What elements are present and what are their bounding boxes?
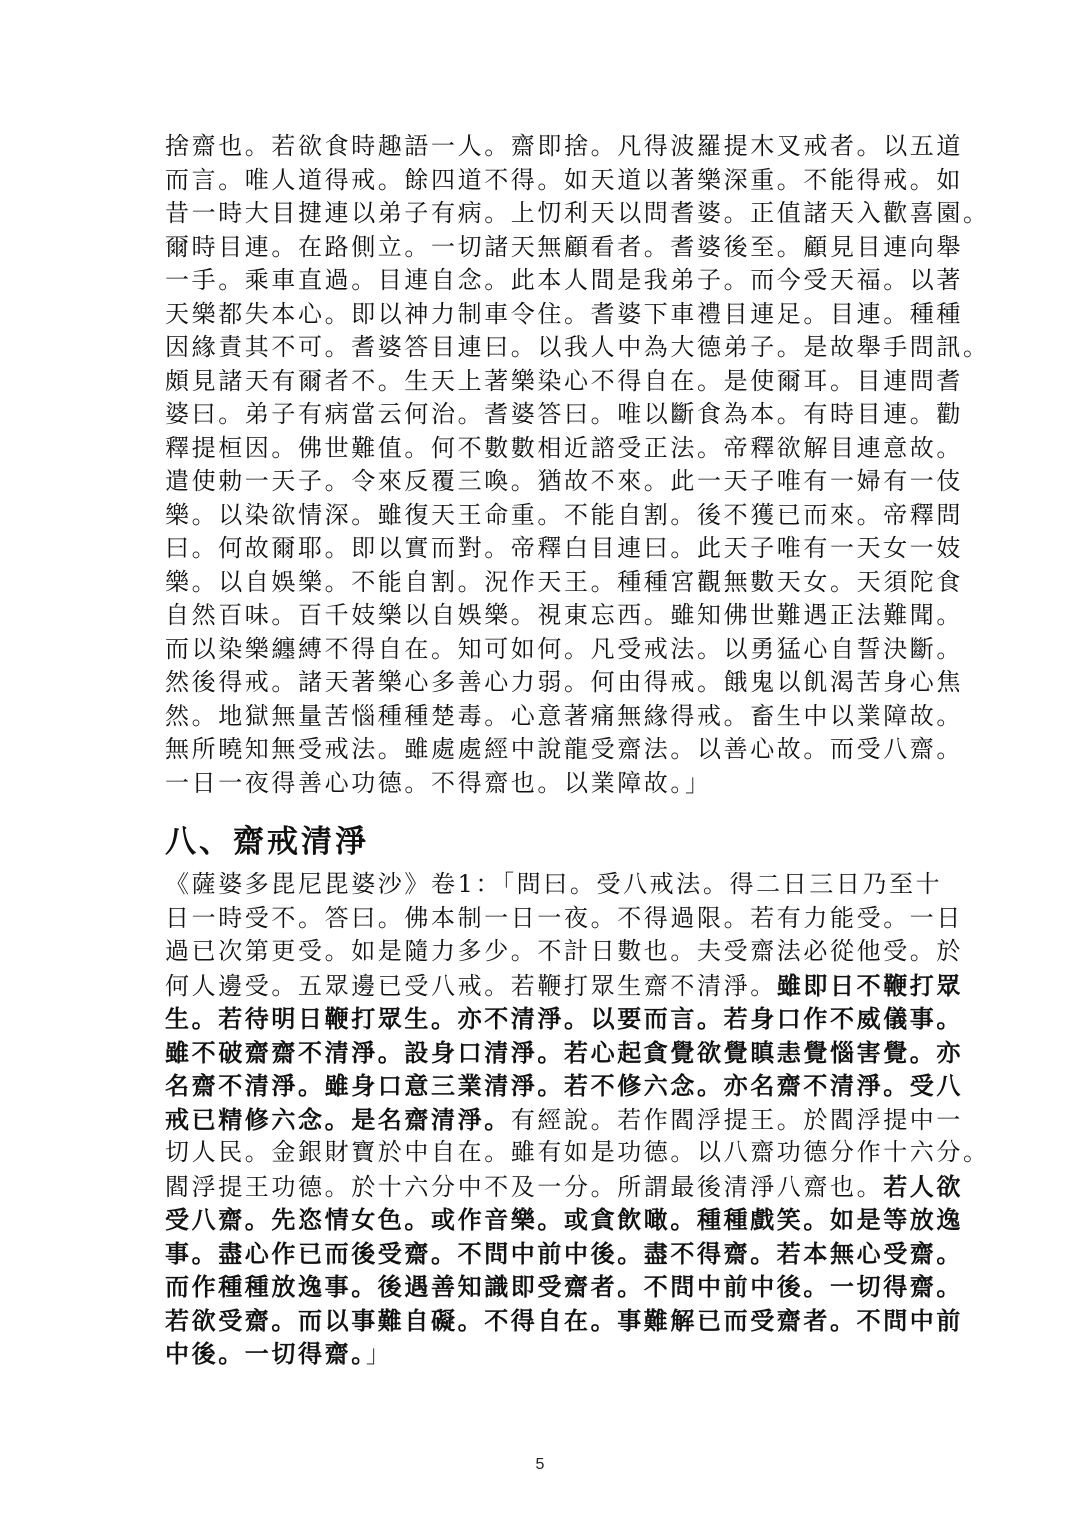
text-line: 無所曉知無受戒法。雖處處經中說龍受齋法。以善心故。而受八齋。 xyxy=(165,735,963,763)
text-line: 一日一夜得善心功德。不得齋也。以業障故。」 xyxy=(165,768,712,797)
text-line xyxy=(165,1203,963,1237)
page-number: 5 xyxy=(535,1456,545,1473)
bold-text-segment: 名齋不清淨。雖身口意三業清淨。若不修六念。亦名齋不清淨。受八 xyxy=(165,1071,963,1100)
text-line: 而以染樂纏縛不得自在。知可如何。凡受戒法。以勇猛心自誓決斷。 xyxy=(165,634,963,663)
text-segment: 過已次第更受。如是隨力多少。不計日數也。夫受齋法必從他受。於 xyxy=(165,937,963,965)
text-line: 捨齋也。若欲食時趣語一人。齋即捨。凡得波羅提木叉戒者。以五道 xyxy=(165,132,963,160)
text-line xyxy=(165,868,943,902)
text-segment: 有經說。若作閻浮提王。於閻浮提中一 xyxy=(510,1105,964,1134)
bold-text-segment: 中後。一切得齋。 xyxy=(165,1339,366,1368)
text-segment: 」 xyxy=(365,1340,393,1368)
text-line xyxy=(165,1136,990,1170)
bold-text-segment: 若人欲 xyxy=(883,1171,964,1201)
text-line xyxy=(165,902,963,936)
text-line: 因緣責其不可。耆婆答目連曰。以我人中為大德弟子。是故舉手問訊。 xyxy=(165,333,990,361)
text-line: 一手。乘車直過。目連自念。此本人間是我弟子。而今受天福。以著 xyxy=(165,266,963,294)
body-paragraph-2 xyxy=(165,868,990,1371)
bold-text-segment: 生。若待明日鞭打眾生。亦不清淨。以要而言。若身口作不威儀事。 xyxy=(165,1004,963,1033)
bold-text-segment: 而作種種放逸事。後遇善知識即受齋者。不問中前中後。一切得齋。 xyxy=(165,1272,963,1301)
text-line: 然。地獄無量苦惱種種楚毒。心意著痛無緣得戒。畜生中以業障故。 xyxy=(165,701,963,730)
text-line xyxy=(165,1270,963,1304)
text-segment: 切人民。金銀財寶於中自在。雖有如是功德。以八齋功德分作十六分。 xyxy=(165,1138,990,1166)
text-line xyxy=(165,1036,963,1070)
text-line: 樂。以自娛樂。不能自割。況作天王。種種宮觀無數天女。天須陀食 xyxy=(165,567,963,596)
body-paragraph-1 xyxy=(165,130,990,800)
bold-text-segment: 事。盡心作已而後受齋。不問中前中後。盡不得齋。若本無心受齋。 xyxy=(165,1238,963,1268)
bold-text-segment: 若欲受齋。而以事難自礙。不得自在。事難解已而受齋者。不問中前 xyxy=(165,1305,963,1335)
text-line: 爾時目連。在路側立。一切諸天無顧看者。耆婆後至。顧見目連向舉 xyxy=(165,232,963,261)
text-line: 遣使勅一天子。令來反覆三喚。猶故不來。此一天子唯有一婦有一伎 xyxy=(165,467,963,495)
text-line xyxy=(165,1103,964,1137)
text-line: 樂。以染欲情深。雖復天王命重。不能自割。後不獲已而來。帝釋問 xyxy=(165,500,963,529)
text-line: 然後得戒。諸天著樂心多善心力弱。何由得戒。餓鬼以飢渴苦身心焦 xyxy=(165,668,963,696)
text-line: 自然百味。百千妓樂以自娛樂。視東忘西。雖知佛世難遇正法難聞。 xyxy=(165,601,963,629)
text-line xyxy=(165,1002,963,1036)
bold-text-segment: 雖即日不鞭打眾 xyxy=(776,970,964,1000)
text-line xyxy=(165,1170,964,1204)
text-line: 天樂都失本心。即以神力制車令住。耆婆下車禮目連足。目連。種種 xyxy=(165,299,963,328)
text-line: 曰。何故爾耶。即以實而對。帝釋白目連曰。此天子唯有一天女一妓 xyxy=(165,534,963,562)
text-line: 頗見諸天有爾者不。生天上著樂染心不得自在。是使爾耳。目連問耆 xyxy=(165,366,963,395)
text-segment: 何人邊受。五眾邊已受八戒。若鞭打眾生齋不清淨。 xyxy=(165,971,777,1000)
text-line: 昔一時大目揵連以弟子有病。上忉利天以問耆婆。正值諸天入歡喜園。 xyxy=(165,199,990,227)
text-line xyxy=(165,1304,963,1338)
text-line: 婆曰。弟子有病當云何治。耆婆答曰。唯以斷食為本。有時目連。勸 xyxy=(165,400,963,428)
text-line xyxy=(165,1237,963,1271)
text-segment: 《薩婆多毘尼毘婆沙》卷1：「問曰。受八戒法。得二日三日乃至十 xyxy=(165,870,943,898)
bold-text-segment: 受八齋。先恣情女色。或作音樂。或貪飲噉。種種戲笑。如是等放逸 xyxy=(165,1205,963,1234)
bold-text-segment: 雖不破齋齋不清淨。設身口清淨。若心起貪覺欲覺瞋恚覺惱害覺。亦 xyxy=(165,1037,963,1067)
text-line xyxy=(165,935,963,969)
text-segment: 閻浮提王功德。於十六分中不及一分。所謂最後清淨八齋也。 xyxy=(165,1172,884,1201)
text-line xyxy=(165,969,964,1003)
bold-text-segment: 戒已精修六念。是名齋清淨。 xyxy=(165,1104,511,1134)
text-line: 釋提桓因。佛世難值。何不數數相近諮受正法。帝釋欲解目連意故。 xyxy=(165,433,963,462)
text-line xyxy=(165,1069,963,1103)
text-segment: 日一時受不。答曰。佛本制一日一夜。不得過限。若有力能受。一日 xyxy=(165,903,963,932)
text-line: 而言。唯人道得戒。餘四道不得。如天道以著樂深重。不能得戒。如 xyxy=(165,165,963,194)
section-heading: 八、齋戒清淨 xyxy=(165,824,369,860)
text-line xyxy=(165,1337,920,1371)
